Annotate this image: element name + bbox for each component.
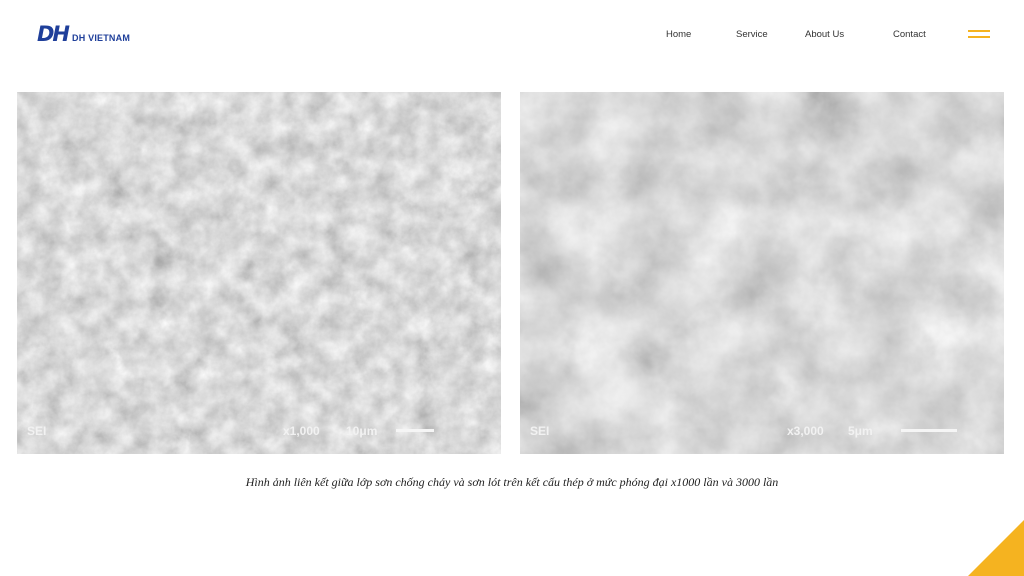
corner-accent [968,520,1024,576]
nav-about-us[interactable]: About Us [805,29,845,40]
hamburger-line [968,36,990,38]
logo[interactable] [37,24,130,44]
magnification-label: x3,000 [787,424,824,438]
nav-contact[interactable]: Contact [893,29,926,40]
detector-label: SEI [530,424,550,438]
scale-label: 5μm [848,424,873,438]
image-caption: Hình ảnh liên kết giữa lớp sơn chống cháy và sơn lót trên kết cấu thép ở mức phóng đại x1000 lần và 3000 lần [245,475,779,489]
sem-texture-coarse [520,92,1004,454]
sem-image-x3000 [520,92,1004,454]
scale-bar [901,429,957,432]
sem-image-x1000 [17,92,501,454]
scale-bar [396,429,434,432]
magnification-label: x1,000 [283,424,320,438]
logo-text: DH VIETNAM [72,33,131,43]
detector-label: SEI [27,424,47,438]
logo-mark: DH [37,22,69,46]
nav-home[interactable]: Home [666,29,692,40]
nav-service[interactable]: Service [736,29,768,40]
hamburger-icon[interactable] [968,30,990,40]
hamburger-line [968,30,990,32]
scale-label: 10μm [346,424,378,438]
sem-texture-fine [17,92,501,454]
